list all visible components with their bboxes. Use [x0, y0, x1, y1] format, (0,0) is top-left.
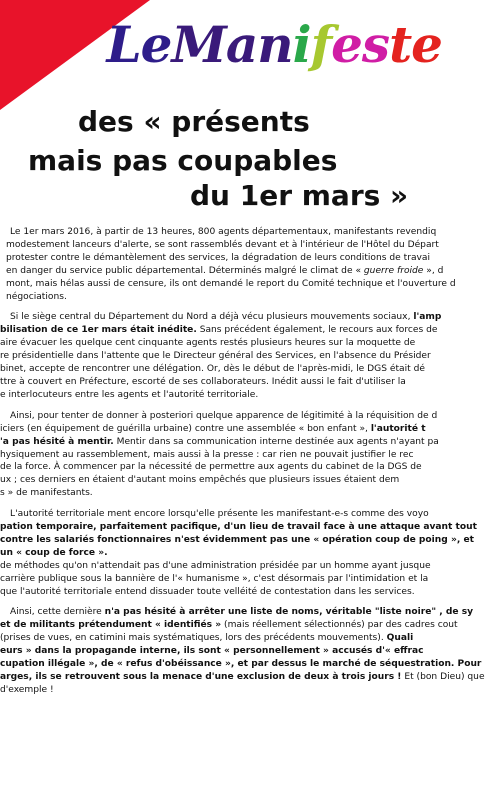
headline-line-2: mais pas coupables [28, 144, 338, 177]
text-run: iciers (en équipement de guérilla urbaine) contre une assemblée « bon enfant », [0, 423, 371, 434]
text-run: contre les salariés fonctionnaires n'est évidemment pas une « opération coup de poing », et [0, 534, 474, 545]
paragraph-line [0, 508, 460, 521]
text-run: s » de manifestants. [0, 488, 93, 499]
paragraph-line [0, 423, 460, 436]
text-run: Ainsi, cette dernière [10, 607, 105, 618]
text-run: », d [423, 265, 444, 276]
text-run: Mentir dans sa communication interne destinée aux agents n'ayant pa [113, 436, 439, 447]
paragraph-line [0, 560, 460, 573]
logo-part-man: Man [171, 15, 293, 74]
text-run: modestement lanceurs d'alerte, se sont rassemblés devant et à l'intérieur de l'Hôtel du Départ [6, 239, 439, 250]
text-run: que l'autorité territoriale entend dissuader toute velléité de contestation dans les services. [0, 586, 415, 597]
text-run: protester contre le démantèlement des services, la dégradation de leurs conditions de travai [6, 252, 430, 263]
text-run: e interlocuteurs entre les agents et l'autorité territoriale. [0, 389, 259, 400]
paragraph-line [0, 436, 460, 449]
paragraph-line [0, 547, 460, 560]
text-run: (prises de vues, en catimini mais systématiques, lors des précédents mouvements). [0, 633, 387, 644]
text-run: ttre à couvert en Préfecture, escorté de ses collaborateurs. Inédit aussi le fait d'utiliser la [0, 376, 406, 387]
text-run: et de militants prétendument « identifiés » [0, 620, 222, 631]
paragraph [0, 226, 460, 303]
text-run: bilisation de ce 1er mars était inédite. [0, 325, 197, 336]
paragraph-line [0, 645, 460, 658]
text-run: Quali [386, 633, 414, 644]
paragraph-line [0, 337, 460, 350]
logo-part-f: f [310, 15, 332, 74]
logo-part-es: es [331, 15, 390, 74]
paragraph-line [0, 265, 460, 278]
article-body [0, 226, 485, 705]
text-run: aire évacuer les quelque cent cinquante agents restés plusieurs heures sur la moquette de [0, 338, 416, 349]
paragraph-line [0, 671, 485, 684]
paragraph-line [0, 521, 477, 534]
paragraph-line [0, 278, 460, 291]
paragraph-line [0, 586, 460, 599]
paragraph [0, 311, 460, 401]
paragraph-line [0, 487, 460, 500]
paragraph-line [0, 363, 460, 376]
text-run: l'autorité t [370, 423, 426, 434]
paragraph-line [0, 410, 460, 423]
paragraph-line [0, 474, 460, 487]
manifeste-logo [106, 15, 442, 74]
logo-part-le: Le [106, 15, 172, 74]
text-run: n'a pas hésité à arrêter une liste de noms, véritable "liste noire" , de sy [104, 607, 474, 618]
text-run: (mais réellement sélectionnés) par des cadres cout [221, 620, 458, 631]
text-run: 'a pas hésité à mentir. [0, 436, 114, 447]
text-run: carrière publique sous la bannière de l'« humanisme », c'est désormais par l'intimidation et la [0, 573, 429, 584]
text-run: arges, ils se retrouvent sous la menace d'une exclusion de deux à trois jours ! [0, 672, 402, 682]
paragraph-line [0, 449, 460, 462]
text-run: mont, mais hélas aussi de censure, ils ont demandé le report du Comité technique et l'ouverture d [6, 278, 456, 289]
text-run: guerre froide [363, 265, 424, 276]
paragraph [0, 410, 460, 500]
text-run: cupation illégale », de « refus d'obéissance », et par dessus le marché de séquestration. Pour [0, 659, 482, 670]
paragraph-line [0, 350, 460, 363]
paragraph-line [0, 239, 460, 252]
text-run: négociations. [6, 291, 67, 302]
headline-line-1: des « présents [78, 105, 310, 138]
text-run: Si le siège central du Département du Nord a déjà vécu plusieurs mouvements sociaux, [10, 312, 414, 323]
text-run: de méthodes qu'on n'attendait pas d'une administration présidée par un homme ayant jusque [0, 560, 431, 571]
paragraph-line [0, 684, 460, 697]
paragraph-line [0, 252, 460, 265]
paragraph-line [0, 606, 474, 619]
text-run: Le 1er mars 2016, à partir de 13 heures, 800 agents départementaux, manifestants revendiq [10, 227, 437, 237]
paragraph [0, 606, 485, 696]
text-run: hysiquement au rassemblement, mais aussi à la presse : car rien ne pouvait justifier le rec [0, 449, 414, 460]
paragraph-line [0, 376, 460, 389]
text-run: Sans précédent également, le recours aux forces de [196, 325, 438, 336]
text-run: en danger du service public départemental. Déterminés malgré le climat de « [6, 265, 364, 276]
text-run: Et (bon Dieu) que [401, 672, 485, 682]
text-run: eurs » dans la propagande interne, ils sont « personnellement » accusés d'« effrac [0, 646, 424, 657]
paragraph-line [0, 461, 460, 474]
text-run: ux ; ces derniers en étaient d'autant moins empêchés que plusieurs issues étaient dem [0, 475, 400, 486]
text-run: d'exemple ! [0, 684, 54, 695]
text-run: pation temporaire, parfaitement pacifique, d'un lieu de travail face à une attaque avant tout [0, 522, 477, 533]
logo-part-te: te [389, 15, 442, 74]
paragraph-line [0, 324, 460, 337]
headline-line-3: du 1er mars » [190, 179, 409, 212]
text-run: de la force. À commencer par la nécessité de permettre aux agents du cabinet de la DGS de [0, 462, 422, 473]
paragraph-line [0, 619, 460, 632]
paragraph-line [0, 291, 460, 304]
text-run: Ainsi, pour tenter de donner à posteriori quelque apparence de légitimité à la réquisition de d [10, 410, 438, 421]
paragraph-line [0, 311, 460, 324]
paragraph-line [0, 534, 474, 547]
logo-part-i: i [292, 15, 311, 74]
paragraph-line [0, 389, 460, 402]
paragraph-line [0, 226, 460, 239]
paragraph-line [0, 573, 460, 586]
text-run: binet, accepte de rencontrer une délégation. Or, dès le début de l'après-midi, le DGS était dé [0, 364, 425, 375]
text-run: L'autorité territoriale ment encore lorsqu'elle présente les manifestant-e-s comme des voyo [10, 509, 429, 520]
text-run: un « coup de force ». [0, 547, 108, 558]
paragraph-line [0, 632, 460, 645]
paragraph-line [0, 658, 482, 671]
paragraph [0, 508, 477, 598]
text-run: re présidentielle dans l'attente que le Directeur général des Services, en l'absence du Présider [0, 351, 431, 362]
text-run: l'amp [413, 312, 442, 323]
